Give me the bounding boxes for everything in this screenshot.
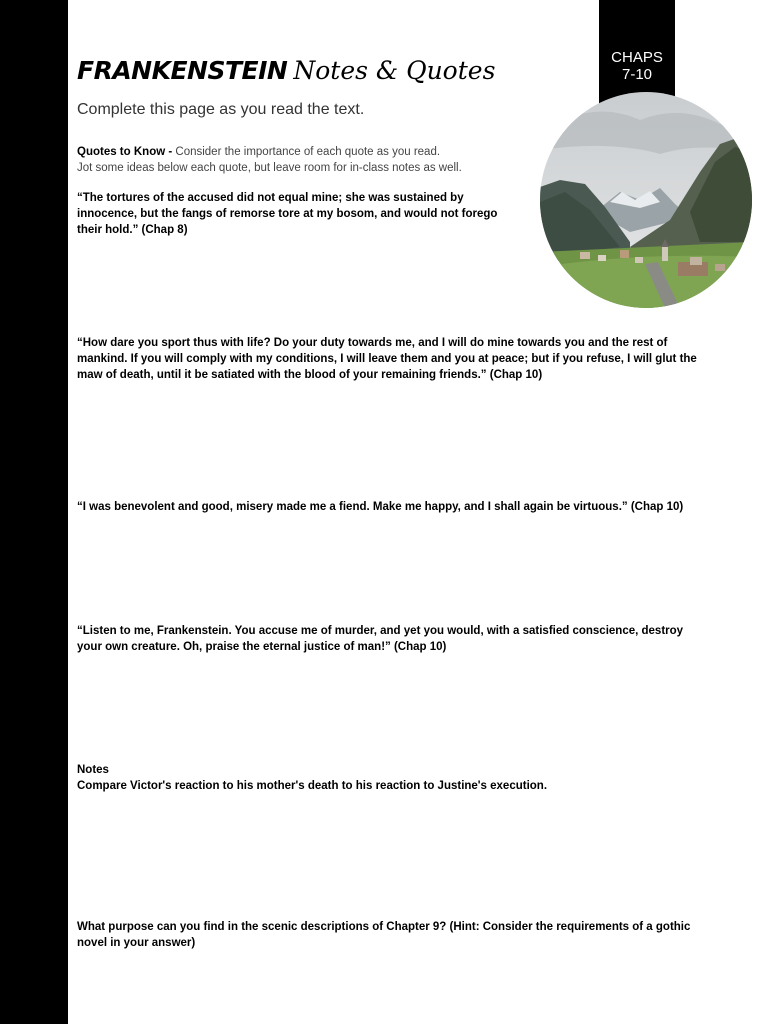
page-subtitle: Complete this page as you read the text. — [77, 101, 365, 118]
chapter-tab — [599, 0, 675, 104]
instructions-label: Quotes to Know - — [77, 146, 173, 158]
page-title — [77, 56, 495, 85]
alpine-village-photo — [540, 92, 752, 308]
title-main: FRANKENSTEIN — [77, 56, 288, 85]
notes-heading: Notes — [77, 764, 109, 776]
notes-prompt-2: What purpose can you find in the scenic descriptions of Chapter 9? (Hint: Consider the requirements of a gothic novel in your answer) — [77, 921, 691, 949]
quote-1: “The tortures of the accused did not equal mine; she was sustained by innocence, but the fangs of remorse tore at my bosom, and would not forego their hold.” (Chap 8) — [77, 192, 498, 236]
notes-section — [77, 762, 707, 794]
quote-2: “How dare you sport thus with life? Do your duty towards me, and I will do mine towards you and the rest of mankind. If you will comply with my conditions, I will leave them and you at peace; but if you refuse, I will glut the maw of death, until it be satiated with the blood of your remaining friends.” (Chap 10) — [77, 337, 697, 381]
title-sub: Notes & Quotes — [293, 56, 496, 85]
chapter-tab-label: CHAPS — [611, 49, 663, 66]
instructions — [77, 144, 527, 176]
quote-3: “I was benevolent and good, misery made me a fiend. Make me happy, and I shall again be virtuous.” (Chap 10) — [77, 501, 684, 513]
instructions-line2: Jot some ideas below each quote, but leave room for in-class notes as well. — [77, 162, 462, 174]
chapter-tab-range: 7-10 — [621, 66, 653, 83]
quote-4: “Listen to me, Frankenstein. You accuse me of murder, and yet you would, with a satisfied conscience, destroy your own creature. Oh, praise the eternal justice of man!” (Chap 10) — [77, 625, 684, 653]
left-black-bar — [0, 0, 68, 1024]
notes-prompt-1: Compare Victor's reaction to his mother's death to his reaction to Justine's execution. — [77, 780, 548, 792]
instructions-line1: Consider the importance of each quote as you read. — [172, 146, 441, 158]
